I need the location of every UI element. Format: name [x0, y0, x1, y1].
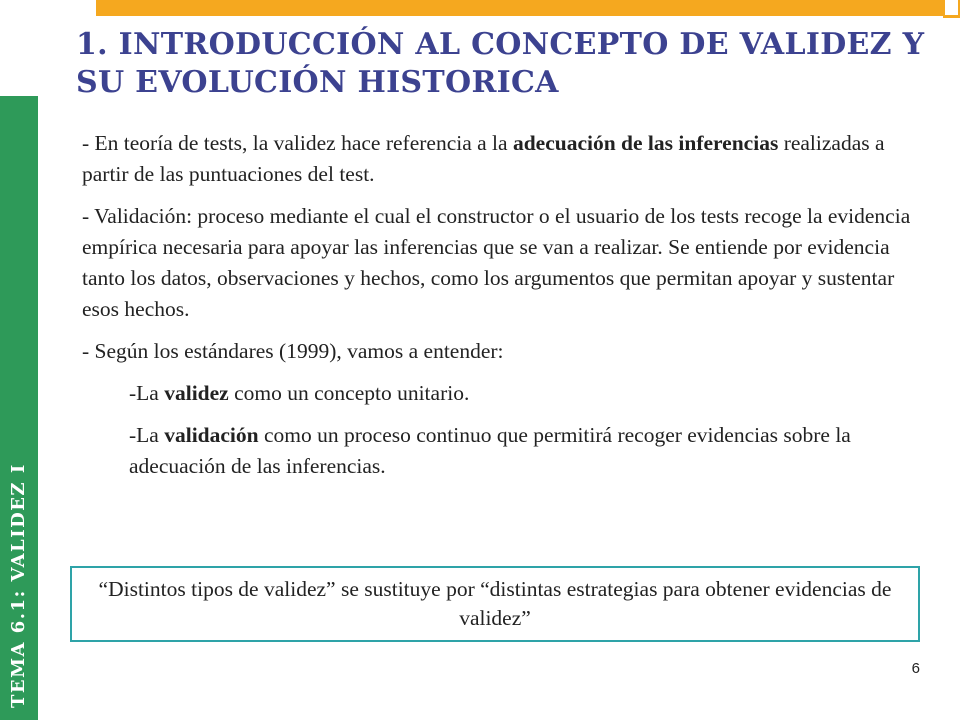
item-text: como un proceso continuo que permitirá recoger evidencias sobre la adecuación de las inferencias. [129, 423, 851, 478]
paragraph-validity-definition [82, 128, 930, 190]
quote-box: “Distintos tipos de validez” se sustituye por “distintas estrategias para obtener evidencias de validez” [70, 566, 920, 642]
list-item-validation [129, 420, 930, 482]
emphasis-text: adecuación de las inferencias [512, 131, 779, 155]
paragraph-validation-definition: - Validación: proceso mediante el cual el constructor o el usuario de los tests recoge la evidencia empírica necesaria para apoyar las inferencias que se van a realizar. Se entiende por evidencia tanto los datos, observaciones y hechos, como los argumentos que permitan apoyar y sustentar esos hechos. [82, 204, 911, 321]
slide-content [82, 128, 930, 493]
paragraph-standards: - Según los estándares (1999), vamos a entender: [82, 339, 504, 363]
emphasis-text: validez [164, 381, 229, 405]
top-accent-bar [96, 0, 944, 16]
emphasis-text: validación [164, 423, 259, 447]
list-item-validity [129, 378, 930, 409]
page-number: 6 [911, 660, 920, 677]
paragraph-text: - En teoría de tests, la validez hace referencia a la [82, 131, 513, 155]
slide-title: 1. INTRODUCCIÓN AL CONCEPTO DE VALIDEZ Y SU EVOLUCIÓN HISTORICA [76, 27, 925, 100]
item-text: -La [129, 381, 165, 405]
paragraph-text: realizadas a partir de las puntuaciones del test. [82, 131, 885, 186]
item-text: -La [129, 423, 165, 447]
item-text: como un concepto unitario. [228, 381, 470, 405]
corner-accent-box [943, 0, 960, 17]
corner-accent-line [943, 16, 960, 18]
side-label: TEMA 6.1: VALIDEZ I [8, 463, 29, 708]
